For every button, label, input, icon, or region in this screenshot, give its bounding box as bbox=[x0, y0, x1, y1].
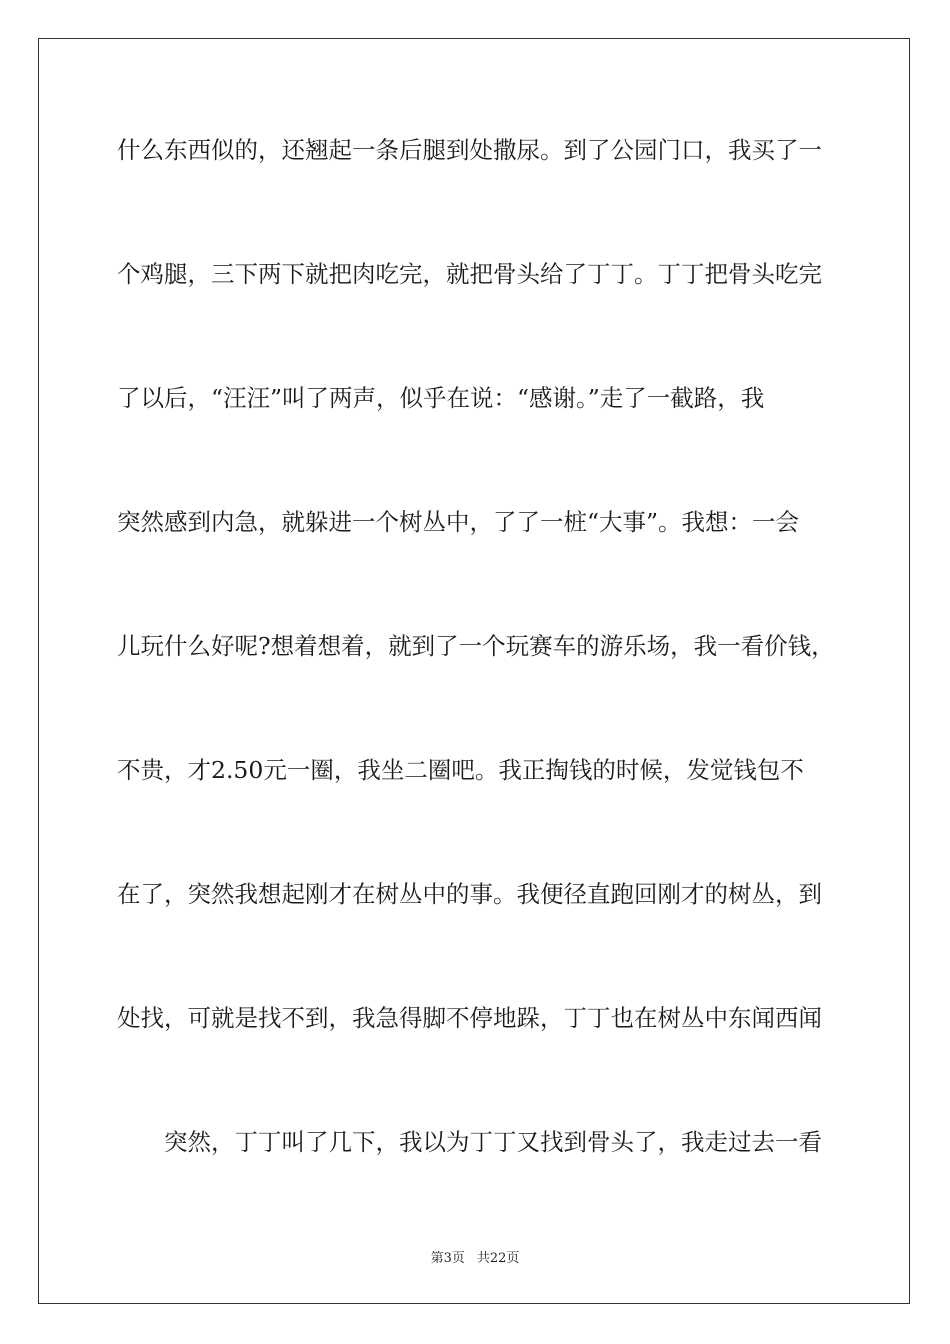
text-line: 不贵，才2.50元一圈，我坐二圈吧。我正掏钱的时候，发觉钱包不 bbox=[117, 756, 804, 784]
text-line: 处找，可就是找不到，我急得脚不停地跺，丁丁也在树丛中东闻西闻 bbox=[117, 1004, 822, 1032]
total-pages: 共22页 bbox=[476, 1251, 520, 1266]
page-number: 第3页 bbox=[430, 1251, 465, 1266]
document-body bbox=[117, 120, 833, 1236]
text-line: 了以后，“汪汪”叫了两声，似乎在说：“感谢。”走了一截路，我 bbox=[117, 384, 765, 412]
text-line-indented: 突然，丁丁叫了几下，我以为丁丁又找到骨头了，我走过去一看 bbox=[164, 1128, 822, 1156]
text-line: 个鸡腿，三下两下就把肉吃完，就把骨头给了丁丁。丁丁把骨头吃完 bbox=[117, 260, 822, 288]
text-line: 在了，突然我想起刚才在树丛中的事。我便径直跑回刚才的树丛，到 bbox=[117, 880, 822, 908]
page-footer bbox=[0, 1247, 950, 1266]
text-line: 突然感到内急，就躲进一个树丛中，了了一桩“大事”。我想：一会 bbox=[117, 508, 800, 536]
text-line: 什么东西似的，还翘起一条后腿到处撒尿。到了公园门口，我买了一 bbox=[117, 136, 822, 164]
text-line: 儿玩什么好呢?想着想着，就到了一个玩赛车的游乐场，我一看价钱， bbox=[117, 632, 835, 660]
